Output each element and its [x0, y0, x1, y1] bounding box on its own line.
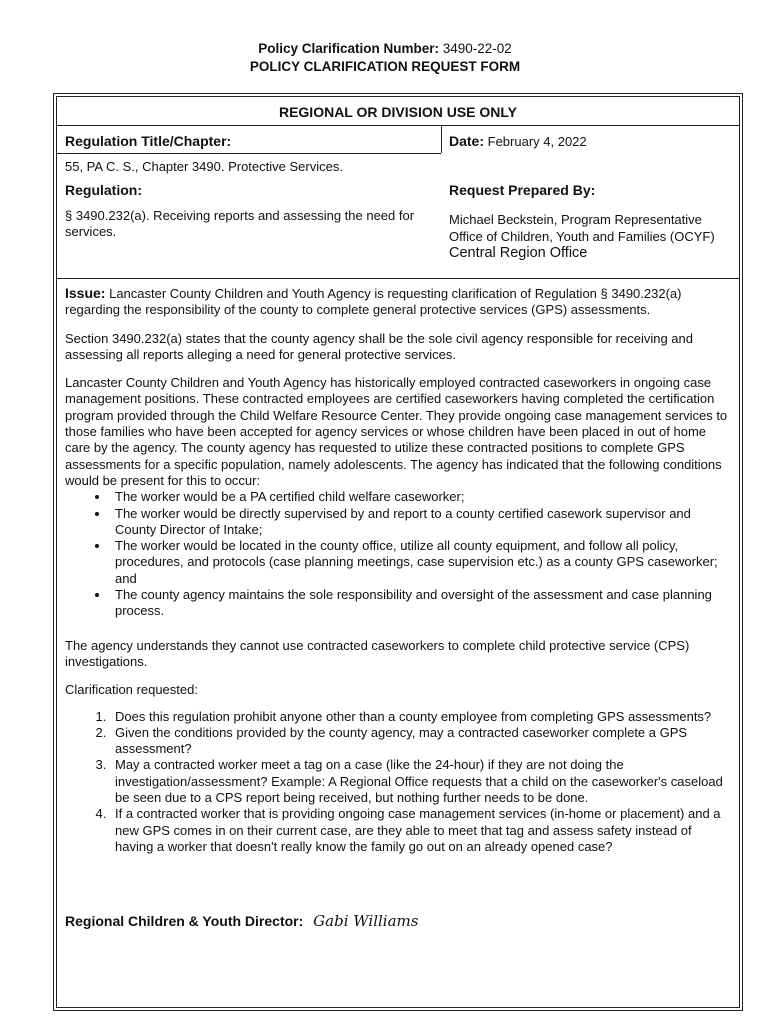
- policy-number-line: [0, 40, 770, 58]
- clarification-requested-label: Clarification requested:: [65, 682, 198, 698]
- document-header: [0, 40, 770, 76]
- prepared-by-label: Request Prepared By:: [449, 182, 596, 198]
- issue-paragraph-4: The agency understands they cannot use contracted caseworkers to complete child protective service (CPS) investigations.: [65, 637, 690, 669]
- form-title: POLICY CLARIFICATION REQUEST FORM: [249, 59, 521, 74]
- issue-intro: Lancaster County Children and Youth Agency is requesting clarification of Regulation § 3490.232(a) regarding the responsibility of the county to complete general protective services (GPS) assessments.: [65, 286, 682, 318]
- date-field: [449, 133, 587, 150]
- issue-intro-paragraph: [65, 285, 731, 319]
- list-item: 4. If a contracted worker that is providing ongoing case management services (in-home or placement) and a new GPS comes in on their current case, are they able to meet that tag and assess safety instead of having a worker that doesn't really know the family go out on an already opened case?: [110, 806, 731, 855]
- row-divider: [57, 153, 441, 154]
- list-item: • The worker would be a PA certified child welfare caseworker;: [110, 489, 731, 505]
- issue-section: [65, 285, 731, 855]
- signature-line: [65, 912, 418, 930]
- prepared-by-line2: Office of Children, Youth and Families (OCYF): [449, 229, 715, 244]
- policy-number-label: Policy Clarification Number:: [258, 41, 439, 56]
- questions-list: [65, 709, 731, 856]
- issue-label: Issue:: [65, 285, 106, 301]
- list-item: • The county agency maintains the sole responsibility and oversight of the assessment and case planning process.: [110, 587, 731, 620]
- list-item: 3. May a contracted worker meet a tag on a case (like the 24-hour) if they are not doing the investigation/assessment? Example: A Regional Office requests that a child on the caseworker's caseload be seen due to a CPS report being received, but nothing further needs to be done.: [110, 757, 731, 806]
- form-frame: [53, 93, 743, 1011]
- form-inner: [56, 96, 740, 1008]
- date-label: Date:: [449, 133, 485, 149]
- issue-paragraph-3: Lancaster County Children and Youth Agency has historically employed contracted caseworkers in ongoing case management positions. These contracted employees are certified caseworkers having completed the certification program provided through the Child Welfare Resource Center. They provide ongoing case management services to those families who have been accepted for agency services or whose children have been placed in out of home care by the agency. The county agency has requested to utilize these contracted positions to complete GPS assessments for a specific population, namely adolescents. The agency has indicated that the following conditions would be present for this to occur:: [65, 375, 728, 488]
- signature-name: Gabi Williams: [313, 912, 419, 930]
- policy-number-value: 3490-22-02: [442, 41, 512, 56]
- section-divider: [57, 278, 739, 279]
- regulation-label: Regulation:: [65, 182, 142, 198]
- conditions-list: [65, 489, 731, 619]
- list-item: 1. Does this regulation prohibit anyone other than a county employee from completing GPS assessments?: [110, 709, 731, 725]
- regulation-title-label: Regulation Title/Chapter:: [65, 133, 232, 149]
- signature-label: Regional Children & Youth Director:: [65, 913, 304, 929]
- regulation-value: § 3490.232(a). Receiving reports and assessing the need for services.: [65, 208, 415, 239]
- date-value: February 4, 2022: [487, 134, 587, 149]
- column-divider: [441, 125, 442, 153]
- regulation-title-value: 55, PA C. S., Chapter 3490. Protective Services.: [65, 159, 343, 174]
- prepared-by-line3: Central Region Office: [449, 245, 588, 261]
- list-item: 2. Given the conditions provided by the county agency, may a contracted caseworker complete a GPS assessment?: [110, 725, 731, 758]
- prepared-by-line1: Michael Beckstein, Program Representative: [449, 212, 702, 227]
- regional-use-banner: REGIONAL OR DIVISION USE ONLY: [57, 97, 739, 126]
- list-item: • The worker would be located in the county office, utilize all county equipment, and follow all policy, procedures, and protocols (case planning meetings, case supervision etc.) as a county GPS caseworker; and: [110, 538, 731, 587]
- issue-paragraph-2: Section 3490.232(a) states that the county agency shall be the sole civil agency responsible for receiving and assessing all reports alleging a need for general protective services.: [65, 330, 693, 362]
- list-item: • The worker would be directly supervised by and report to a county certified casework supervisor and County Director of Intake;: [110, 506, 731, 539]
